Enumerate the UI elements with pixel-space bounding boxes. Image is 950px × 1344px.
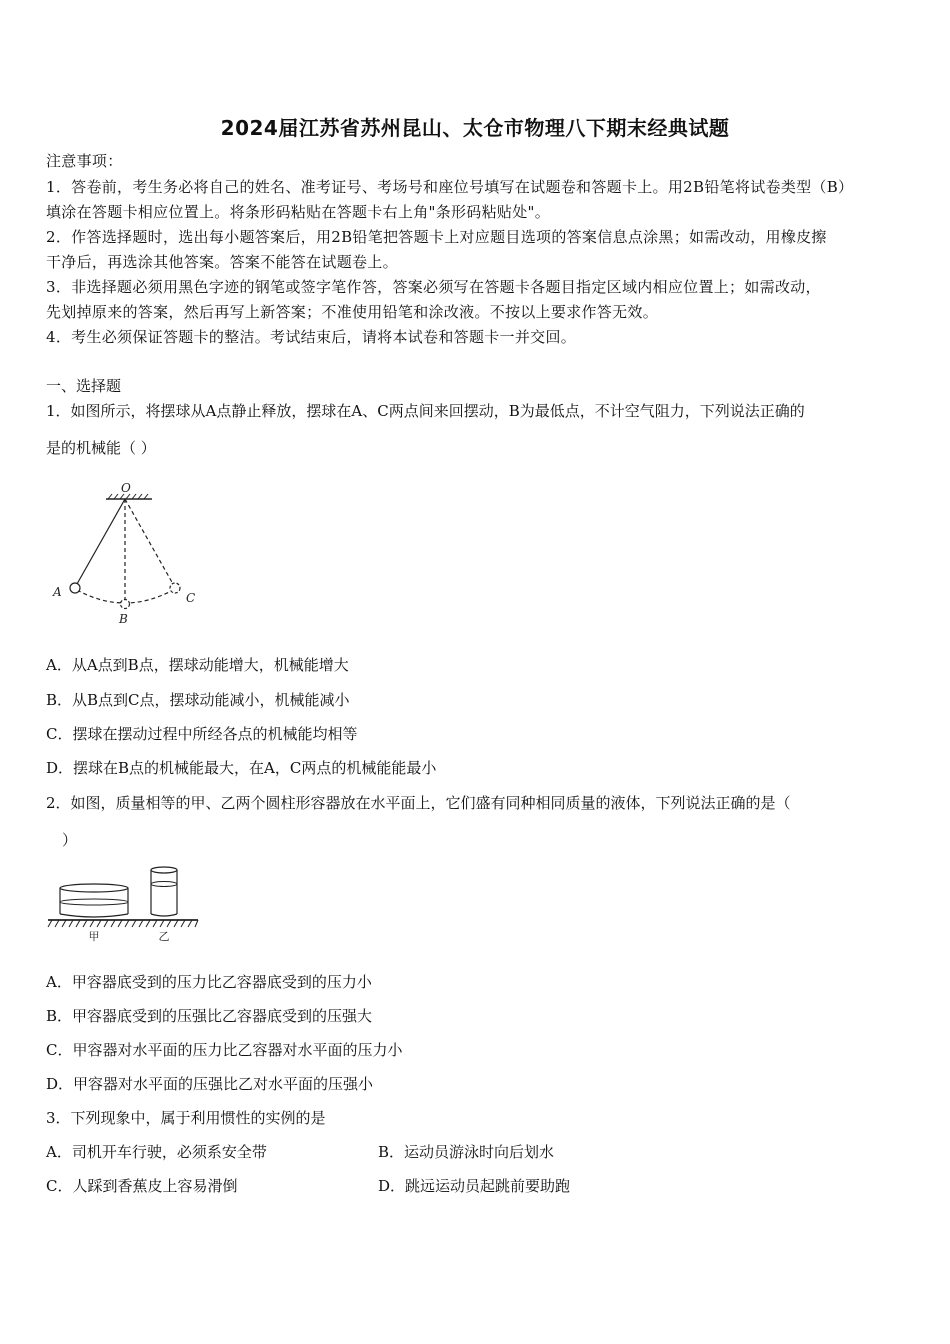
question-3-stem: 3．下列现象中，属于利用惯性的实例的是 (46, 1109, 326, 1127)
notice-line: 1．答卷前，考生务必将自己的姓名、准考证号、考场号和座位号填写在试题卷和答题卡上。用2B铅笔将试卷类型（B） (46, 178, 854, 196)
notice-line: 干净后，再选涂其他答案。答案不能答在试题卷上。 (46, 253, 398, 271)
q2-option-b: B．甲容器底受到的压强比乙容器底受到的压强大 (46, 1007, 373, 1025)
notice-line: 填涂在答题卡相应位置上。将条形码粘贴在答题卡右上角"条形码粘贴处"。 (46, 203, 551, 221)
label-b: B (119, 612, 128, 626)
question-2-stem: 2．如图，质量相等的甲、乙两个圆柱形容器放在水平面上，它们盛有同种相同质量的液体，下列说法正确的是（ (46, 794, 791, 812)
question-1-stem: 1．如图所示，将摆球从A点静止释放，摆球在A、C两点间来回摆动，B为最低点，不计空气阻力，下列说法正确的 (46, 402, 805, 420)
section-title: 一、选择题 (46, 377, 122, 395)
label-a: A (53, 585, 62, 599)
notice-line: 3．非选择题必须用黑色字迹的钢笔或签字笔作答，答案必须写在答题卡各题目指定区域内相应位置上；如需改动， (46, 278, 821, 296)
q1-option-b: B．从B点到C点，摆球动能减小，机械能减小 (46, 691, 350, 709)
q2-option-d: D．甲容器对水平面的压强比乙对水平面的压强小 (46, 1075, 374, 1093)
label-c: C (186, 591, 196, 605)
label-yi: 乙 (158, 930, 170, 943)
q1-option-d: D．摆球在B点的机械能最大，在A，C两点的机械能能最小 (46, 759, 437, 777)
ball-c (170, 583, 180, 593)
notice-line: 2．作答选择题时，选出每小题答案后，用2B铅笔把答题卡上对应题目选项的答案信息点涂黑；如需改动，用橡皮擦 (46, 228, 827, 246)
q3-option-a: A．司机开车行驶，必须系安全带 (46, 1143, 267, 1161)
pendulum-figure (48, 478, 208, 628)
ball-b (121, 600, 130, 609)
q2-option-a: A．甲容器底受到的压力比乙容器底受到的压力小 (46, 973, 372, 991)
string-c (125, 499, 173, 584)
q3-option-d: D．跳远运动员起跳前要助跑 (378, 1177, 571, 1195)
page-title: 2024届江苏省苏州昆山、太仓市物理八下期末经典试题 (220, 116, 730, 140)
question-1-stem-cont: 是的机械能（ ） (46, 439, 156, 457)
q3-option-c: C．人踩到香蕉皮上容易滑倒 (46, 1177, 238, 1195)
container-jia-bottom (60, 914, 128, 917)
notice-heading: 注意事项： (46, 152, 123, 170)
container-jia-top (60, 884, 128, 892)
container-yi-bottom (151, 914, 177, 916)
question-2-stem-cont: ） (62, 831, 78, 849)
label-jia: 甲 (88, 930, 100, 943)
q2-option-c: C．甲容器对水平面的压力比乙容器对水平面的压力小 (46, 1041, 403, 1059)
ball-a (70, 583, 80, 593)
string-a (77, 499, 125, 584)
q1-option-a: A．从A点到B点，摆球动能增大，机械能增大 (46, 656, 349, 674)
container-yi-top (151, 867, 177, 873)
notice-line: 先划掉原来的答案，然后再写上新答案；不准使用铅笔和涂改液。不按以上要求作答无效。 (46, 303, 659, 321)
label-o: O (121, 481, 131, 495)
q3-option-b: B．运动员游泳时向后划水 (378, 1143, 555, 1161)
notice-line: 4．考生必须保证答题卡的整洁。考试结束后，请将本试卷和答题卡一并交回。 (46, 328, 577, 346)
q1-option-c: C．摆球在摆动过程中所经各点的机械能均相等 (46, 725, 358, 743)
containers-figure (46, 858, 201, 943)
